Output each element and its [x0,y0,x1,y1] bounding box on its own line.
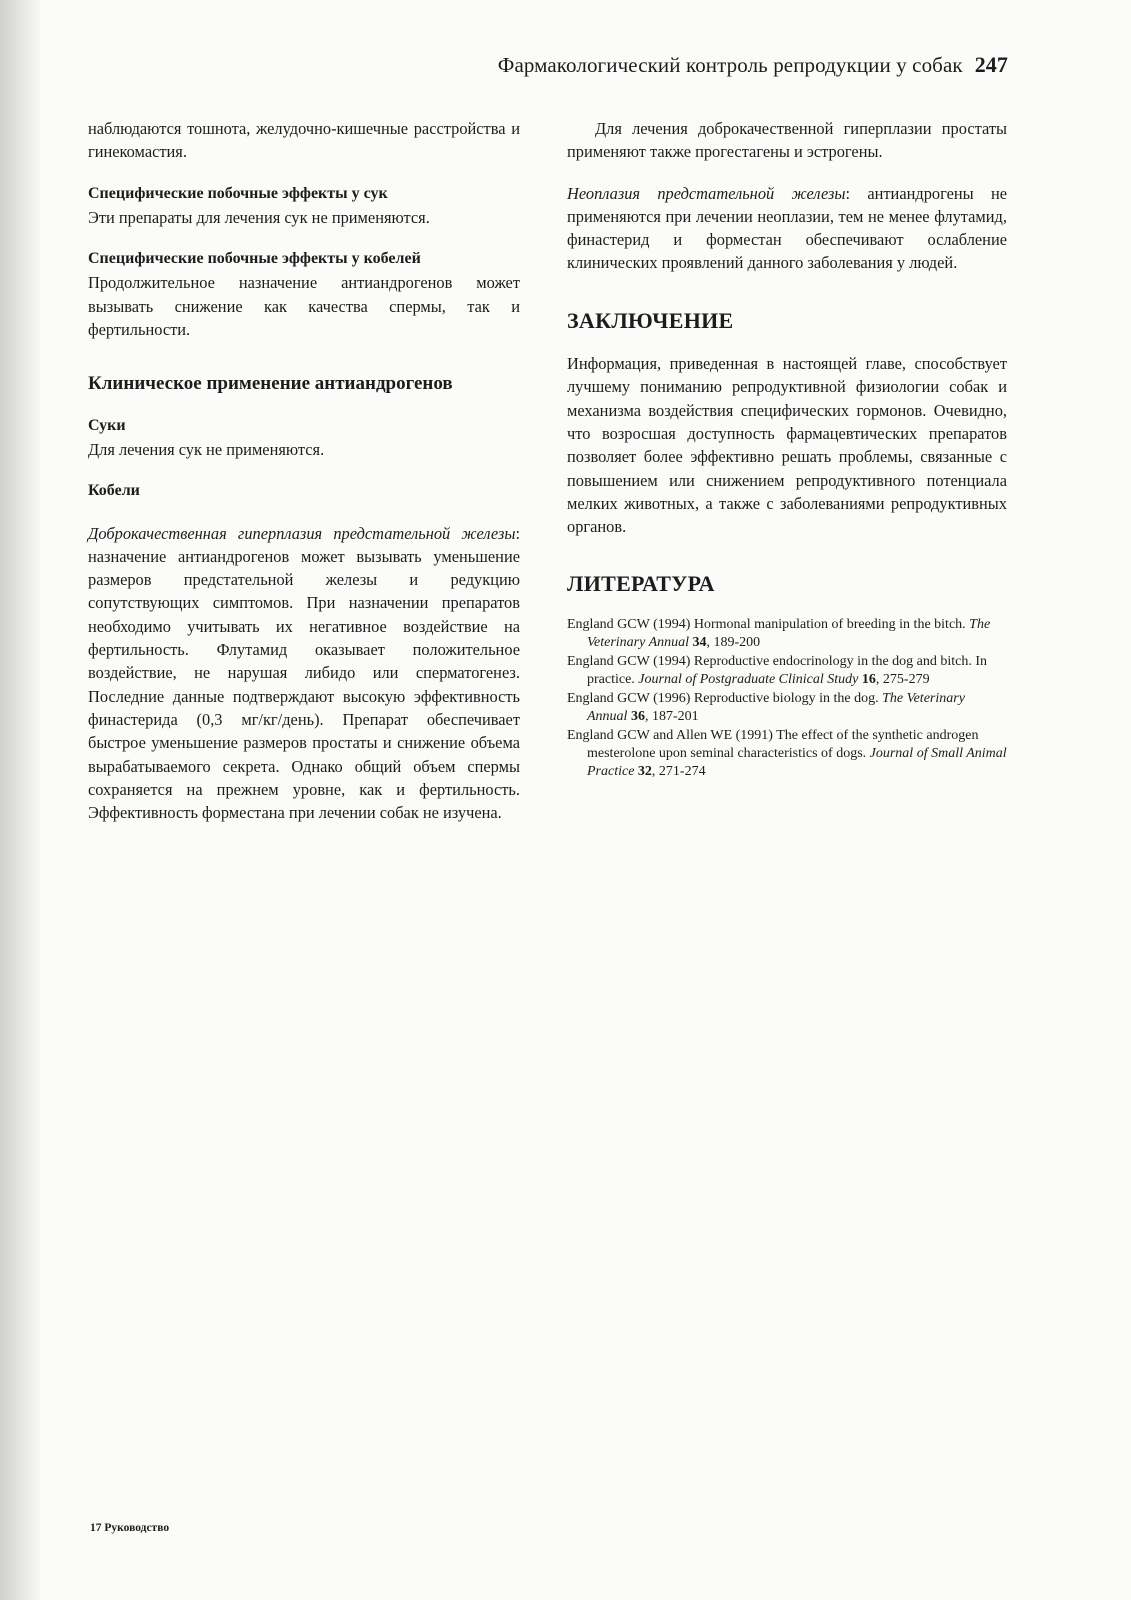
term-neoplasia: Неоплазия предстательной железы [567,183,846,203]
paragraph-bph-other-drugs: Для лечения доброкачественной гиперплазии простаты применяют также прогестагены и эстрогены. [567,119,1007,162]
paragraph-side-effects-end: наблюдаются тошнота, желудочно-кишечные расстройства и гинекомастия. [88,119,520,162]
running-title: Фармакологический контроль репродукции у собак [497,53,963,77]
paragraph-conclusion: Информация, приведенная в настоящей главе, способствует лучшему пониманию репродуктивной физиологии собак и механизма воздействия специфических гормонов. Очевидно, что возросшая доступность фармацевтических препаратов позволяет более эффективно решать проблемы, связанные с повышением или снижением репродуктивного потенциала мелких животных, а также с заболеваниями репродуктивных органов. [567,354,1007,537]
reference-journal: Journal of Small Animal Practice [587,745,1007,779]
left-column [88,117,520,824]
section-heading-conclusion: ЗАКЛЮЧЕНИЕ [567,307,734,333]
subheading-dog-side-effects: Специфические побочные эффекты у кобелей [88,250,421,268]
subheading-dogs: Кобели [88,482,140,500]
reference-journal: Journal of Postgraduate Clinical Study [638,671,859,687]
section-heading-clinical-use: Клиническое применение антиандрогенов [88,373,453,395]
reference-vol: 32 [634,763,652,779]
reference-item [567,653,1007,689]
text-neoplasia: : антиандрогены не применяются при лечении неоплазии, тем не менее флутамид, финастерид и форместан обеспечивают ослабление клинических проявлений данного заболевания у людей. [567,183,1007,273]
reference-pre: England GCW (1994) Hormonal manipulation of breeding in the bitch. [567,616,970,632]
reference-item [567,690,1007,726]
paragraph-dog-side-effects: Продолжительное назначение антиандрогенов может вызывать снижение как качества спермы, так и фертильности. [88,273,520,340]
reference-post: , 189-200 [706,634,761,650]
reference-vol: 36 [627,708,645,724]
section-heading-references: ЛИТЕРАТУРА [567,571,715,597]
reference-list [567,616,1007,781]
reference-vol: 34 [689,634,707,650]
reference-pre: England GCW (1996) Reproductive biology in the dog. [567,690,883,706]
reference-journal: The Veterinary Annual [587,616,991,650]
running-header [400,52,1008,78]
paragraph-neoplasia [567,182,1007,275]
text-bph: : назначение антиандрогенов может вызывать уменьшение размеров предстательной железы и редукцию сопутствующих симптомов. При назначении препаратов необходимо учитывать их негативное воздействие на фертильность. Флутамид оказывает положительное воздействие, не нарушая либидо или сперматогенез. Последние данные подтверждают высокую эффективность финастерида (0,3 мг/кг/день). Препарат обеспечивает быстрое уменьшение размеров простаты и снижение объема вырабатываемого секрета. Однако общий объем спермы сохраняется на прежнем уровне, как и фертильность. Эффективность форместана при лечении собак не изучена. [88,523,520,823]
spacer [567,164,1007,182]
spacer [88,504,520,522]
reference-pre: England GCW (1994) Reproductive endocrinology in the dog and bitch. In practice. [567,653,988,687]
reference-item [567,616,1007,652]
term-bph: Доброкачественная гиперплазия предстательной железы [88,523,516,543]
reference-pre: England GCW and Allen WE (1991) The effect of the synthetic androgen mesterolone upon seminal characteristics of dogs. [567,727,979,761]
right-column [567,117,1007,782]
subheading-bitch-side-effects: Специфические побочные эффекты у сук [88,184,388,202]
reference-post: , 187-201 [644,708,699,724]
reference-vol: 16 [858,671,876,687]
scan-edge-shadow [0,0,40,1600]
reference-post: , 271-274 [651,763,706,779]
reference-post: , 275-279 [875,671,930,687]
reference-item [567,727,1007,781]
page-number: 247 [974,52,1008,77]
subheading-bitches: Суки [88,416,126,434]
paragraph-bitch-side-effects: Эти препараты для лечения сук не применяются. [88,207,430,227]
printer-signature: 17 Руководство [90,1522,170,1534]
paragraph-bph [88,522,520,825]
reference-journal: The Veterinary Annual [587,690,965,724]
paragraph-bitches: Для лечения сук не применяются. [88,439,325,459]
